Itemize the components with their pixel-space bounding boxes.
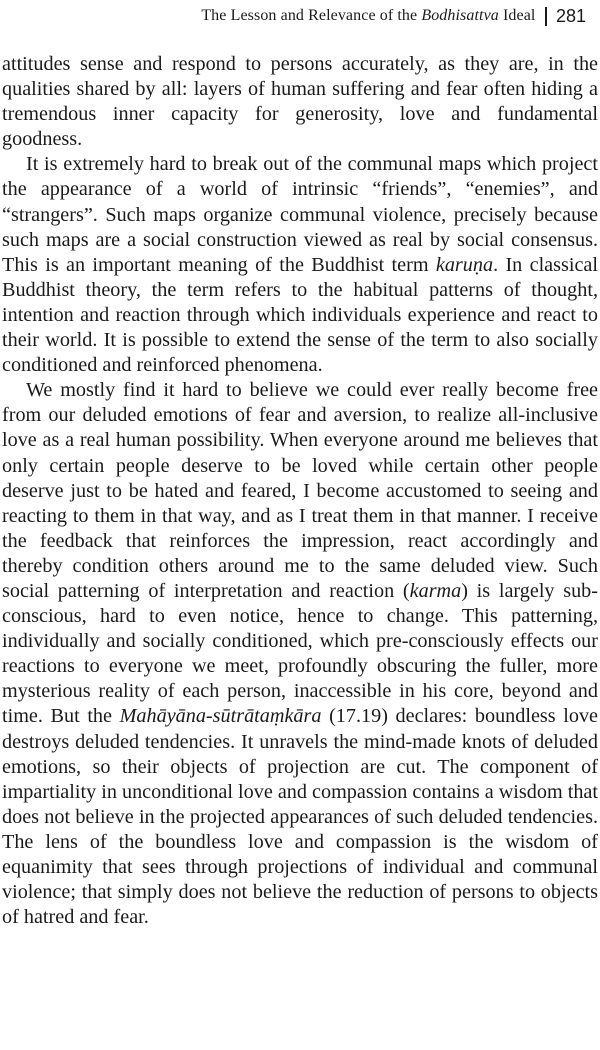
header-title-suffix: Ideal <box>498 7 536 24</box>
paragraph-text: It is extremely hard to break out of the communal maps which project the appearance of a world of intrinsic “friends”, “enemies”, and “strangers”. Such maps organize communal violence, precisely because such maps are a social construction viewed as real by social consensus. This is an important meaning of the Buddhist term <box>2 153 598 276</box>
paragraph-text: We mostly find it hard to believe we could ever really become free from our deluded emotions of fear and aversion, to realize all-inclusive love as a real human possibility. When everyone around me believes that only certain people deserve to be loved while certain other people deserve just to be hated and feared, I become accustomed to seeing and reacting to them in that way, and as I treat them in that manner. I receive the feedback that reinforces the impression, react accordingly and thereby condition others around me to the same deluded view. Such social patterning of interpretation and reaction ( <box>2 379 598 602</box>
italic-text-title: Mahāyāna-sūtrātaṃkāra <box>119 705 322 728</box>
body-text <box>2 52 598 930</box>
paragraph-text: ) is largely sub-conscious, hard to even notice, hence to change. This patterning, individually and socially conditioned, which pre-consciously effects our reactions to everyone we meet, profoundly obscuring the fuller, more mysterious reality of each person, inaccessible in his core, beyond and time. But the <box>2 579 599 728</box>
header-title-prefix: The Lesson and Relevance of the <box>201 7 422 24</box>
italic-term-karuna: karuṇa <box>435 253 494 276</box>
header-divider <box>545 7 547 26</box>
paragraph-boundless-love <box>2 378 598 930</box>
italic-term-karma: karma <box>409 579 462 602</box>
paragraph-text: . In classical Buddhist theory, the term refers to the habitual patterns of thought, intention and reaction through which individuals experience and react to their world. It is possible to extend the sense of the term to also socially conditioned and reinforced phenomena. <box>2 253 598 377</box>
header-title-italic: Bodhisattva <box>421 7 499 24</box>
running-header-title <box>201 7 535 25</box>
page-number: 281 <box>555 5 586 26</box>
paragraph-continuation: attitudes sense and respond to persons accurately, as they are, in the qualities shared by all: layers of human suffering and fear often hiding a tremendous inner capacity for generosity, love and fundamental goodness. <box>2 53 598 151</box>
running-header <box>201 4 586 28</box>
paragraph-text: (17.19) declares: boundless love destroys deluded tendencies. It unravels the mind-made knots of deluded emotions, so their objects of projection are cut. The component of impartiality in unconditional love and compassion contains a wisdom that does not believe in the projected appearances of such deluded tendencies. The lens of the boundless love and compassion is the wisdom of equanimity that sees through projections of individual and communal violence; that simply does not believe the reduction of persons to objects of hatred and fear. <box>2 705 598 929</box>
paragraph-communal-maps <box>2 152 598 378</box>
